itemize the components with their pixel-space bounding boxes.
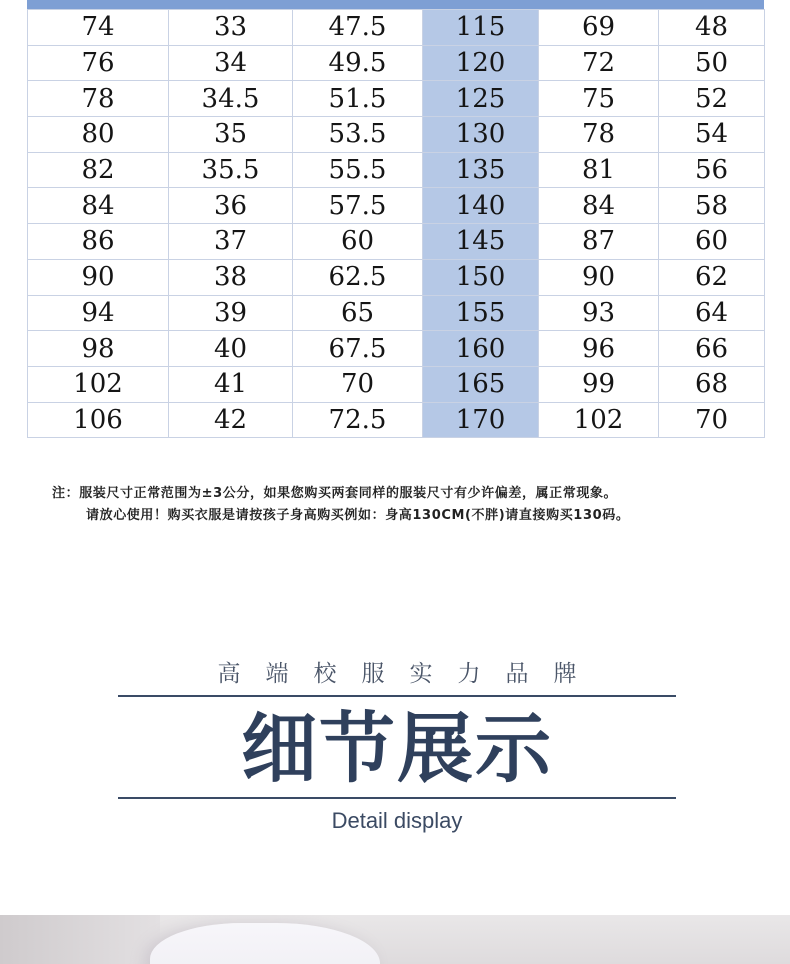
size-note-line-2: 请放心使用！购买衣服是请按孩子身高购买例如：身高130CM(不胖)请直接购买130码。 xyxy=(86,508,630,523)
table-cell: 36 xyxy=(169,188,293,224)
table-row xyxy=(28,295,765,331)
table-cell: 65 xyxy=(293,295,423,331)
table-cell: 150 xyxy=(423,259,539,295)
table-cell: 33 xyxy=(169,10,293,46)
table-cell: 72.5 xyxy=(293,402,423,438)
table-row xyxy=(28,152,765,188)
table-cell: 42 xyxy=(169,402,293,438)
size-note-line-1: 注：服装尺寸正常范围为±3公分，如果您购买两套同样的服装尺寸有少许偏差，属正常现象。 xyxy=(52,486,618,501)
table-cell: 67.5 xyxy=(293,331,423,367)
table-cell: 50 xyxy=(659,45,765,81)
table-cell: 35 xyxy=(169,117,293,153)
table-cell: 37 xyxy=(169,224,293,260)
table-cell: 135 xyxy=(423,152,539,188)
table-cell: 53.5 xyxy=(293,117,423,153)
table-cell: 55.5 xyxy=(293,152,423,188)
table-cell: 68 xyxy=(659,366,765,402)
table-row xyxy=(28,81,765,117)
table-cell: 94 xyxy=(28,295,169,331)
table-row xyxy=(28,224,765,260)
table-cell: 66 xyxy=(659,331,765,367)
shirt-collar-image xyxy=(150,923,380,964)
table-cell: 56 xyxy=(659,152,765,188)
table-cell: 52 xyxy=(659,81,765,117)
table-cell: 70 xyxy=(293,366,423,402)
table-cell: 34.5 xyxy=(169,81,293,117)
table-cell: 70 xyxy=(659,402,765,438)
table-cell: 82 xyxy=(28,152,169,188)
table-cell: 78 xyxy=(539,117,659,153)
table-row xyxy=(28,117,765,153)
table-cell: 80 xyxy=(28,117,169,153)
table-cell: 130 xyxy=(423,117,539,153)
table-cell: 170 xyxy=(423,402,539,438)
table-cell: 81 xyxy=(539,152,659,188)
table-cell: 57.5 xyxy=(293,188,423,224)
section-subtitle: Detail display xyxy=(331,808,463,833)
table-cell: 90 xyxy=(539,259,659,295)
table-row xyxy=(28,259,765,295)
table-cell: 51.5 xyxy=(293,81,423,117)
table-cell: 84 xyxy=(28,188,169,224)
table-cell: 64 xyxy=(659,295,765,331)
table-cell: 72 xyxy=(539,45,659,81)
table-cell: 40 xyxy=(169,331,293,367)
table-cell: 54 xyxy=(659,117,765,153)
size-note xyxy=(52,483,772,527)
table-cell: 86 xyxy=(28,224,169,260)
table-cell: 102 xyxy=(28,366,169,402)
table-cell: 76 xyxy=(28,45,169,81)
table-cell: 39 xyxy=(169,295,293,331)
table-row xyxy=(28,188,765,224)
table-cell: 75 xyxy=(539,81,659,117)
top-divider xyxy=(118,695,676,697)
table-cell: 140 xyxy=(423,188,539,224)
table-row xyxy=(28,331,765,367)
table-cell: 60 xyxy=(659,224,765,260)
table-cell: 35.5 xyxy=(169,152,293,188)
table-row xyxy=(28,402,765,438)
table-cell: 34 xyxy=(169,45,293,81)
table-cell: 98 xyxy=(28,331,169,367)
photo-shadow xyxy=(0,915,160,964)
table-cell: 120 xyxy=(423,45,539,81)
table-cell: 47.5 xyxy=(293,10,423,46)
table-cell: 69 xyxy=(539,10,659,46)
table-cell: 115 xyxy=(423,10,539,46)
table-cell: 87 xyxy=(539,224,659,260)
table-cell: 58 xyxy=(659,188,765,224)
detail-photo xyxy=(0,915,790,964)
table-cell: 99 xyxy=(539,366,659,402)
table-row xyxy=(28,366,765,402)
table-cell: 84 xyxy=(539,188,659,224)
brand-tagline: 高端校服实力品牌 xyxy=(217,661,602,687)
table-cell: 49.5 xyxy=(293,45,423,81)
table-cell: 145 xyxy=(423,224,539,260)
table-cell: 165 xyxy=(423,366,539,402)
table-cell: 60 xyxy=(293,224,423,260)
table-row xyxy=(28,45,765,81)
table-cell: 155 xyxy=(423,295,539,331)
table-cell: 160 xyxy=(423,331,539,367)
table-cell: 38 xyxy=(169,259,293,295)
size-chart-body xyxy=(28,10,765,438)
table-cell: 93 xyxy=(539,295,659,331)
table-cell: 62.5 xyxy=(293,259,423,295)
bottom-divider xyxy=(118,797,676,799)
table-cell: 41 xyxy=(169,366,293,402)
table-cell: 96 xyxy=(539,331,659,367)
table-cell: 48 xyxy=(659,10,765,46)
table-row xyxy=(28,10,765,46)
table-cell: 78 xyxy=(28,81,169,117)
table-cell: 74 xyxy=(28,10,169,46)
section-title: 细节展示 xyxy=(241,704,553,793)
table-cell: 102 xyxy=(539,402,659,438)
table-cell: 62 xyxy=(659,259,765,295)
table-cell: 125 xyxy=(423,81,539,117)
table-header-bar xyxy=(27,0,764,9)
size-chart-table xyxy=(27,9,765,438)
table-cell: 90 xyxy=(28,259,169,295)
table-cell: 106 xyxy=(28,402,169,438)
